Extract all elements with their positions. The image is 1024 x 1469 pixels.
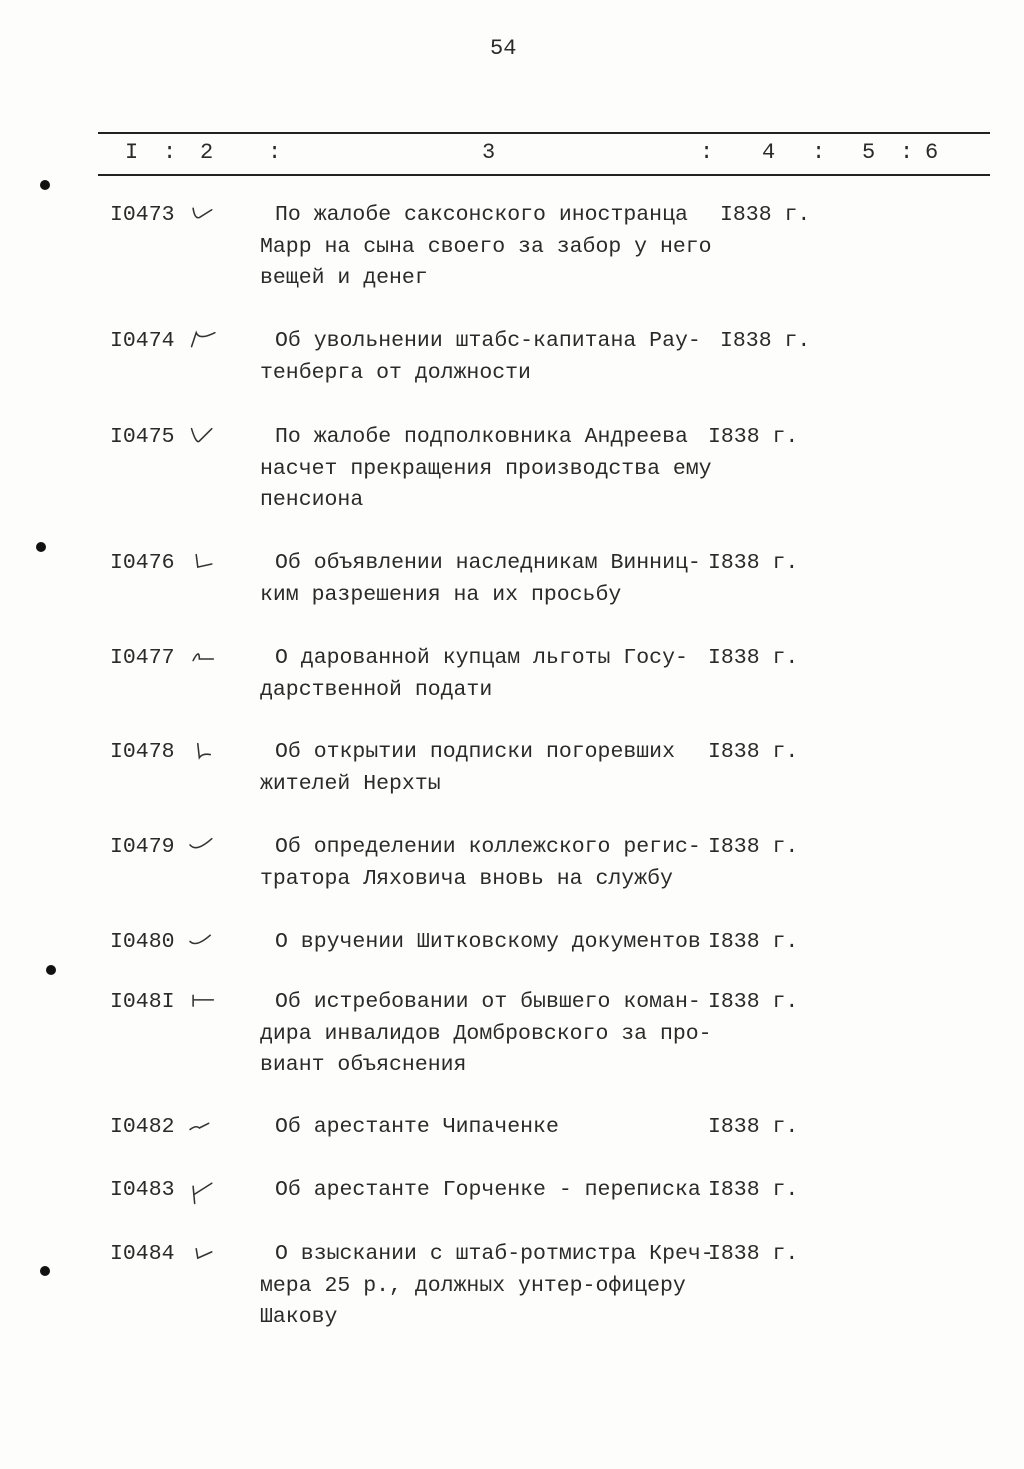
year: I838 г.: [708, 930, 799, 954]
description-line: Об арестанте Горченке - переписка: [275, 1178, 701, 1202]
year: I838 г.: [708, 1115, 799, 1139]
header-separator: :: [812, 140, 826, 165]
description-line: Об открытии подписки погоревших: [275, 740, 675, 764]
description-line: тратора Ляховича вновь на службу: [260, 866, 673, 891]
checkmark-icon: [184, 550, 224, 578]
description-line: ким разрешения на их просьбу: [260, 582, 622, 607]
year: I838 г.: [708, 1242, 799, 1266]
page-number: 54: [490, 36, 517, 61]
checkmark-icon: [184, 1114, 224, 1142]
year: I838 г.: [708, 551, 799, 575]
checkmark-icon: [184, 328, 224, 356]
punch-hole: [36, 542, 46, 552]
description-line: виант объяснения: [260, 1053, 467, 1077]
header-bottom-rule: [98, 174, 990, 176]
year: I838 г.: [708, 835, 799, 859]
year: I838 г.: [720, 203, 811, 227]
case-number: I0475: [110, 425, 175, 449]
description-line: По жалобе подполковника Андреева: [275, 425, 688, 449]
punch-hole: [46, 965, 56, 975]
case-number: I0482: [110, 1115, 175, 1139]
year: I838 г.: [708, 990, 799, 1014]
header-separator: :: [268, 140, 282, 165]
description-line: О вручении Шитковскому документов: [275, 930, 701, 954]
case-number: I0473: [110, 203, 175, 227]
description-line: вещей и денег: [260, 266, 428, 290]
year: I838 г.: [720, 329, 811, 353]
description-line: дира инвалидов Домбровского за про-: [260, 1021, 712, 1046]
checkmark-icon: [184, 929, 224, 957]
checkmark-icon: [184, 1241, 224, 1269]
description-line: Об объявлении наследникам Винниц-: [275, 551, 701, 575]
checkmark-icon: [184, 1177, 224, 1205]
description-line: пенсиона: [260, 488, 364, 512]
description-line: Об определении коллежского регис-: [275, 835, 701, 859]
checkmark-icon: [184, 834, 224, 862]
punch-hole: [40, 180, 50, 190]
case-number: I0474: [110, 329, 175, 353]
description-line: дарственной подати: [260, 677, 493, 702]
case-number: I0478: [110, 740, 175, 764]
description-line: Об увольнении штабс-капитана Рау-: [275, 329, 701, 353]
year: I838 г.: [708, 740, 799, 764]
header-top-rule: [98, 132, 990, 134]
header-separator: :: [900, 140, 914, 165]
description-line: тенберга от должности: [260, 360, 531, 385]
description-line: О взыскании с штаб-ротмистра Креч-: [275, 1242, 714, 1266]
case-number: I0483: [110, 1178, 175, 1202]
year: I838 г.: [708, 425, 799, 449]
header-separator: :: [163, 140, 177, 165]
checkmark-icon: [184, 739, 224, 767]
header-col-1: I: [125, 140, 139, 165]
case-number: I048I: [110, 990, 175, 1014]
case-number: I0477: [110, 646, 175, 670]
description-line: Шакову: [260, 1305, 338, 1329]
header-col-6: 6: [925, 140, 939, 165]
checkmark-icon: [184, 645, 224, 673]
description-line: мера 25 р., должных унтер-офицеру: [260, 1273, 686, 1298]
checkmark-icon: [184, 202, 224, 230]
description-line: О дарованной купцам льготы Госу-: [275, 646, 688, 670]
year: I838 г.: [708, 1178, 799, 1202]
header-col-3: 3: [482, 140, 496, 165]
header-col-5: 5: [862, 140, 876, 165]
case-number: I0480: [110, 930, 175, 954]
case-number: I0484: [110, 1242, 175, 1266]
description-line: жителей Нерхты: [260, 771, 441, 796]
case-number: I0479: [110, 835, 175, 859]
checkmark-icon: [184, 424, 224, 452]
year: I838 г.: [708, 646, 799, 670]
header-col-4: 4: [762, 140, 776, 165]
description-line: Об истребовании от бывшего коман-: [275, 990, 701, 1014]
description-line: По жалобе саксонского иностранца: [275, 203, 688, 227]
description-line: Об арестанте Чипаченке: [275, 1115, 559, 1139]
punch-hole: [40, 1266, 50, 1276]
header-col-2: 2: [200, 140, 214, 165]
case-number: I0476: [110, 551, 175, 575]
description-line: Марр на сына своего за забор у него: [260, 234, 712, 259]
header-separator: :: [700, 140, 714, 165]
checkmark-icon: [184, 989, 224, 1017]
description-line: насчет прекращения производства ему: [260, 456, 712, 481]
